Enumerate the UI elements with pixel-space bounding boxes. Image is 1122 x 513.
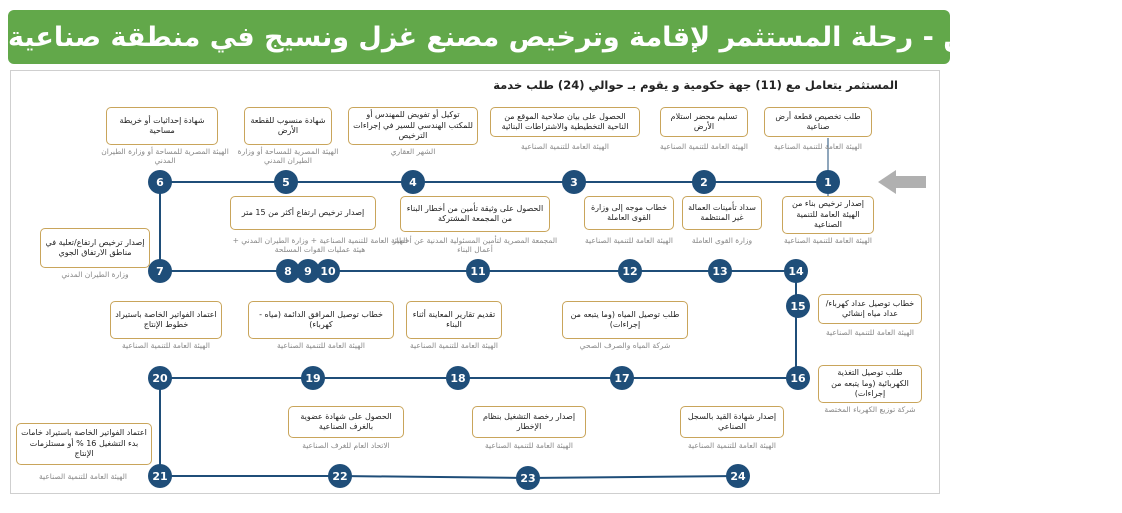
page-title: الوضع الراهن - رحلة المستثمر لإقامة وترخيص مصنع غزل ونسيج في منطقة صناعية bbox=[8, 10, 950, 64]
step-node: 6 bbox=[148, 170, 172, 194]
step-box: إصدار ترخيص ارتفاع أكثر من 15 متر bbox=[230, 196, 376, 230]
step-agency: الهيئة العامة للتنمية الصناعية bbox=[774, 142, 862, 151]
step-agency: الهيئة العامة للتنمية الصناعية bbox=[122, 341, 210, 350]
step-node: 5 bbox=[274, 170, 298, 194]
step-agency: وزارة القوى العاملة bbox=[691, 236, 753, 245]
step-node: 1 bbox=[816, 170, 840, 194]
step-node: 16 bbox=[786, 366, 810, 390]
step-box: سداد تأمينات العمالة غير المنتظمة bbox=[682, 196, 762, 230]
step-box: خطاب توصيل المرافق الدائمة (مياه - كهرباء) bbox=[248, 301, 394, 339]
start-arrow-icon bbox=[878, 170, 928, 194]
step-node: 8 bbox=[276, 259, 300, 283]
step-node: 19 bbox=[301, 366, 325, 390]
step-node: 9 bbox=[296, 259, 320, 283]
step-agency: الهيئة العامة للتنمية الصناعية bbox=[277, 341, 365, 350]
step-node: 24 bbox=[726, 464, 750, 488]
step-node: 12 bbox=[618, 259, 642, 283]
step-agency: الهيئة المصرية للمساحة أو وزارة الطيران المدني bbox=[237, 147, 339, 166]
step-box: اعتماد الفواتير الخاصة باستيراد خامات بدء التشغيل 16 % أو مستلزمات الإنتاج bbox=[16, 423, 152, 465]
step-node: 15 bbox=[786, 294, 810, 318]
step-box: تسليم محضر استلام الأرض bbox=[660, 107, 748, 137]
step-node: 7 bbox=[148, 259, 172, 283]
step-box: الحصول على وثيقة تأمين من أخطار البناء من المجمعة المشتركة bbox=[400, 196, 550, 232]
step-box: شهادة منسوب للقطعة الأرض bbox=[244, 107, 332, 145]
step-agency: الهيئة العامة للتنمية الصناعية bbox=[521, 142, 609, 151]
step-agency: شركة المياه والصرف الصحي bbox=[579, 341, 671, 350]
step-node: 17 bbox=[610, 366, 634, 390]
step-agency: الهيئة العامة للتنمية الصناعية bbox=[784, 236, 872, 245]
step-agency: الهيئة العامة للتنمية الصناعية bbox=[485, 441, 573, 450]
step-agency: المجمعة المصرية لتأمين المسئولية المدنية عن أخطار أعمال البناء bbox=[392, 236, 558, 255]
step-box: تقديم تقارير المعاينة أثناء البناء bbox=[406, 301, 502, 339]
step-box: خطاب توصيل عداد كهرباء/عداد مياه إنشائي bbox=[818, 294, 922, 324]
step-agency: الهيئة العامة للتنمية الصناعية bbox=[39, 472, 127, 481]
step-box: طلب تخصيص قطعة أرض صناعية bbox=[764, 107, 872, 137]
step-box: الحصول على شهادة عضوية بالغرف الصناعية bbox=[288, 406, 404, 438]
step-box: إصدار ترخيص بناء من الهيئة العامة للتنمية الصناعية bbox=[782, 196, 874, 234]
step-agency: الهيئة العامة للتنمية الصناعية bbox=[660, 142, 748, 151]
step-node: 11 bbox=[466, 259, 490, 283]
step-node: 18 bbox=[446, 366, 470, 390]
step-box: الحصول على بيان صلاحية الموقع من الناحية التخطيطية والاشتراطات البنائية bbox=[490, 107, 640, 137]
step-agency: الهيئة العامة للتنمية الصناعية bbox=[410, 341, 498, 350]
step-node: 4 bbox=[401, 170, 425, 194]
step-node: 22 bbox=[328, 464, 352, 488]
step-node: 21 bbox=[148, 464, 172, 488]
step-agency: الهيئة العامة للتنمية الصناعية + وزارة الطيران المدني + هيئة عمليات القوات المسلحة bbox=[232, 236, 408, 255]
step-agency: الهيئة العامة للتنمية الصناعية bbox=[688, 441, 776, 450]
step-agency: الهيئة العامة للتنمية الصناعية bbox=[585, 236, 673, 245]
step-box: إصدار ترخيص ارتفاع/تعلية في مناطق الارتفاق الجوي bbox=[40, 228, 150, 268]
step-agency: الشهر العقاري bbox=[390, 147, 436, 156]
step-box: إصدار رخصة التشغيل بنظام الإخطار bbox=[472, 406, 586, 438]
step-agency: الهيئة العامة للتنمية الصناعية bbox=[826, 328, 914, 337]
step-node: 10 bbox=[316, 259, 340, 283]
step-box: شهادة إحداثيات أو خريطة مساحية bbox=[106, 107, 218, 145]
step-box: طلب توصيل التغذية الكهربائية (وما يتبعه من إجراءات) bbox=[818, 365, 922, 403]
step-box: اعتماد الفواتير الخاصة باستيراد خطوط الإنتاج bbox=[110, 301, 222, 339]
step-agency: شركة توزيع الكهرباء المختصة bbox=[824, 405, 916, 414]
step-node: 2 bbox=[692, 170, 716, 194]
step-node: 23 bbox=[516, 466, 540, 490]
diagram-subtitle: المستثمر يتعامل مع (11) جهة حكومية و يقوم بـ حوالي (24) طلب خدمة bbox=[493, 78, 898, 92]
step-box: طلب توصيل المياه (وما يتبعه من إجراءات) bbox=[562, 301, 688, 339]
step-node: 3 bbox=[562, 170, 586, 194]
step-node: 13 bbox=[708, 259, 732, 283]
flow-line bbox=[160, 476, 738, 478]
step-box: توكيل أو تفويض للمهندس أو للمكتب الهندسي للسير في إجراءات الترخيص bbox=[348, 107, 478, 145]
step-node: 14 bbox=[784, 259, 808, 283]
step-box: إصدار شهادة القيد بالسجل الصناعي bbox=[680, 406, 784, 438]
step-agency: وزارة الطيران المدني bbox=[61, 270, 129, 279]
step-agency: الاتحاد العام للغرف الصناعية bbox=[302, 441, 390, 450]
step-agency: الهيئة المصرية للمساحة أو وزارة الطيران المدني bbox=[101, 147, 229, 166]
step-node: 20 bbox=[148, 366, 172, 390]
step-box: خطاب موجه إلى وزارة القوى العاملة bbox=[584, 196, 674, 230]
